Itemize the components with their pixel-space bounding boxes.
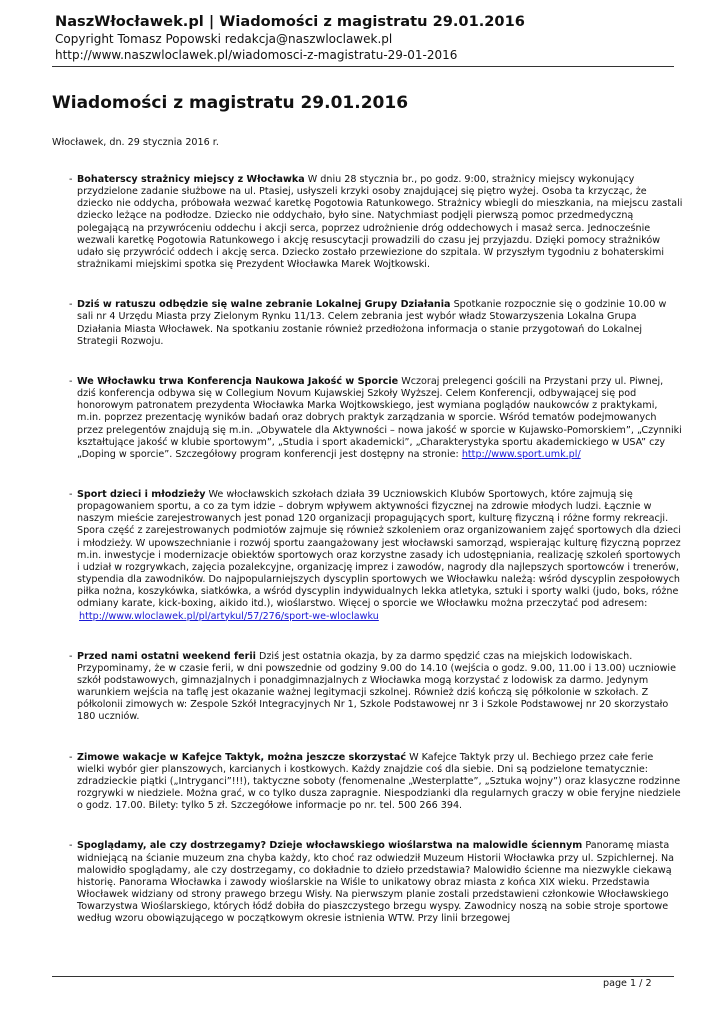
news-item-body: Wczoraj prelegenci gościli na Przystani przy ul. Piwnej, dziś konferencja odbywa się w Collegium Novum Kujawskiej Szkoły Wyższej. Celem Konferencji, odbywającej się pod honorowym patronatem prezydenta Włocławka Marka Wojtkowskiego, jest wymiana poglądów naukowców z praktykami, m.in. poprzez prezentację wyników badań oraz dobrych praktyk zarządzania w sporcie. Wśród tematów podejmowanych przez prelegentów znajdują się m.in. „Obywatele dla Aktywności – nowa jakość w sporcie w Kujawsko-Pomorskiem”, „Czynniki kształtujące jakość w klubie sportowym”, „Studia i sport akademicki”, „Charakterystyka sportu akademickiego w USA” czy „Doping w sporcie”. Szczegółowy program konferencji jest dostępny na stronie: (77, 375, 682, 460)
news-item-heading: We Włocławku trwa Konferencja Naukowa Jakość w Sporcie (77, 375, 399, 387)
page-number: page 1 / 2 (603, 978, 652, 989)
news-item (67, 376, 683, 461)
news-item-heading: Sport dzieci i młodzieży (77, 488, 206, 500)
news-item-heading: Dziś w ratuszu odbędzie się walne zebranie Lokalnej Grupy Działania (77, 299, 451, 311)
news-item-heading: Zimowe wakacje w Kafejce Taktyk, można jeszcze skorzystać (77, 751, 407, 763)
news-item-heading: Bohaterscy strażnicy miejscy z Włocławka (77, 174, 305, 185)
news-item-body: Dziś jest ostatnia okazja, by za darmo spędzić czas na miejskich lodowiskach. Przypominamy, że w czasie ferii, w dni powszednie od godziny 9.00 do 14.10 (wejścia o godz. 9.00, 11.00 i 13.00) uczniowie szkół podstawowych, gimnazjalnych i ponadgimnazjalnych z Włocławka mogą korzystać z lodowisk za darmo. Jedynym warunkiem wejścia na taflę jest okazanie ważnej legitymacji szkolnej. Również dziś kończą się półkolonie w szkołach. Z półkolonii zimowych w: Zespole Szkół Integracyjnych Nr 1, Szkole Podstawowej nr 3 i Szkole Podstawowej nr 20 skorzystało 180 uczniów. (77, 650, 676, 723)
news-item-body: W Kafejce Taktyk przy ul. Bechiego przez całe ferie wielki wybór gier planszowych, karcianych i kostkowych. Każdy znajdzie coś dla siebie. Dni są podzielone tematycznie: zdradzieckie piątki („Intryganci”!!!), taktyczne soboty (fenomenalne „Westerplatte”, „Sztuka wojny”) oraz klasyczne rodzinne rozgrywki w niedziele. Można grać, w co tylko dusza zapragnie. Niespodzianki dla regularnych graczy w obie feryjne niedziele o godz. 17.00. Bilety: tylko 5 zł. Szczegółowe informacje po nr. tel. 500 266 394. (77, 751, 681, 812)
footer-divider (52, 976, 674, 977)
news-item (67, 752, 683, 813)
news-item-body: We włocławskich szkołach działa 39 Uczniowskich Klubów Sportowych, które zajmują się propagowaniem sportu, a co za tym idzie – dobrym wpływem aktywności fizycznej na zdrowie młodych ludzi. Łącznie w naszym mieście zarejestrowanych jest ponad 120 organizacji propagujących sport, kulturę fizyczną i różne formy rekreacji. Spora część z zarejestrowanych podmiotów zajmuje się również szkoleniem oraz organizowaniem zajęć sportowych dla dzieci i młodzieży. W upowszechnianie i rozwój sportu zaangażowany jest włocławski samorząd, wspierając kulturę fizyczną poprzez m.in. inwestycje i modernizacje obiektów sportowych oraz korzystne zasady ich udostępniania, realizację szkoleń sportowych i udział w rozgrywkach, zajęcia pozalekcyjne, organizację imprez i zawodów, nagrody dla najlepszych sportowców i trenerów, stypendia dla zawodników. Do najpopularniejszych dyscyplin sportowych we Włocławku należą: wśród dyscyplin zespołowych piłka nożna, koszykówka, siatkówka, a wśród dyscyplin indywidualnych lekka atletyka, sztuki i sporty walki (judo, boks, różne odmiany karate, kick-boxing, aikido itd.), wioślarstwo. Więcej o sporcie we Włocławku można przeczytać pod adresem: (77, 488, 681, 610)
news-list (67, 174, 683, 954)
news-item-body: W dniu 28 stycznia br., po godz. 9:00, strażnicy miejscy wykonujący przydzielone zadanie służbowe na ul. Ptasiej, usłyszeli krzyki osoby znajdującej się piętro wyżej. Osoba ta krzycząc, że dziecko nie oddycha, próbowała wezwać karetkę Pogotowia Ratunkowego. Strażnicy wbiegli do mieszkania, na miejscu zastali dziecko leżące na podłodze. Dziecko nie oddychało, było sine. Natychmiast podjęli pierwszą pomoc przedmedyczną polegającą na przywróceniu oddechu i akcji serca, poprzez udrożnienie dróg oddechowych i masaż serca. Jednocześnie wezwali karetkę Pogotowia Ratunkowego i akcję resuscytacji prowadzili do czasu jej przyjazdu. Dzięki pomocy strażników udało się przywrócić oddech i akcję serca. Dziecko zostało przewiezione do szpitala. W przyszłym tygodniu z bohaterskimi strażnikami miejskimi spotka się Prezydent Włocławka Marek Wojtkowski. (77, 174, 683, 271)
news-item (67, 174, 683, 271)
header-divider (52, 66, 674, 67)
article-title: Wiadomości z magistratu 29.01.2016 (52, 93, 409, 113)
copyright-line: Copyright Tomasz Popowski redakcja@naszwloclawek.pl (55, 32, 393, 46)
news-item-heading: Przed nami ostatni weekend ferii (77, 650, 256, 662)
news-item-heading: Spoglądamy, ale czy dostrzegamy? Dzieje włocławskiego wioślarstwa na malowidle ściennym (77, 840, 583, 852)
sport-wloclawek-link[interactable]: http://www.wloclawek.pl/pl/artykul/57/276/sport-we-wloclawku (79, 610, 379, 622)
news-item (67, 489, 683, 623)
sport-umk-link[interactable]: http://www.sport.umk.pl/ (461, 448, 581, 460)
document-header (55, 13, 695, 63)
news-item-body: Panoramę miasta widniejącą na ścianie muzeum zna chyba każdy, kto choć raz odwiedził Muzeum Historii Włocławka przy ul. Szpichlernej. Na malowidło spoglądamy, ale czy dostrzegamy, co dokładnie to dzieło przedstawia? Malowidło ścienne ma niezwykle ciekawą historię. Panorama Włocławka i zawody wioślarskie na Wiśle to unikatowy obraz miasta z końca XIX wieku. Przedstawia Włocławek widziany od strony prawego brzegu Wisły. Na pierwszym planie zostali przedstawieni członkowie Włocławskiego Towarzystwa Wioślarskiego, których łódź dobiła do piaszczystego brzegu wyspy. Zawodnicy noszą na sobie stroje sportowe według wzoru obowiązującego w początkowym okresie istnienia WTW. Przy linii brzegowej (77, 840, 675, 925)
news-item (67, 840, 683, 925)
dateline: Włocławek, dn. 29 stycznia 2016 r. (52, 137, 219, 148)
source-url: http://www.naszwloclawek.pl/wiadomosci-z-magistratu-29-01-2016 (55, 48, 458, 62)
news-item (67, 651, 683, 724)
site-title: NaszWłocławek.pl | Wiadomości z magistratu 29.01.2016 (55, 13, 525, 30)
news-item (67, 299, 683, 348)
news-item-body: Spotkanie rozpocznie się o godzinie 10.00 w sali nr 4 Urzędu Miasta przy Zielonym Rynku 11/13. Celem zebrania jest wybór władz Stowarzyszenia Lokalna Grupa Działania Miasta Włocławek. Na spotkaniu zostanie również przedłożona informacja o stanie przygotowań do Lokalnej Strategii Rozwoju. (77, 299, 667, 347)
